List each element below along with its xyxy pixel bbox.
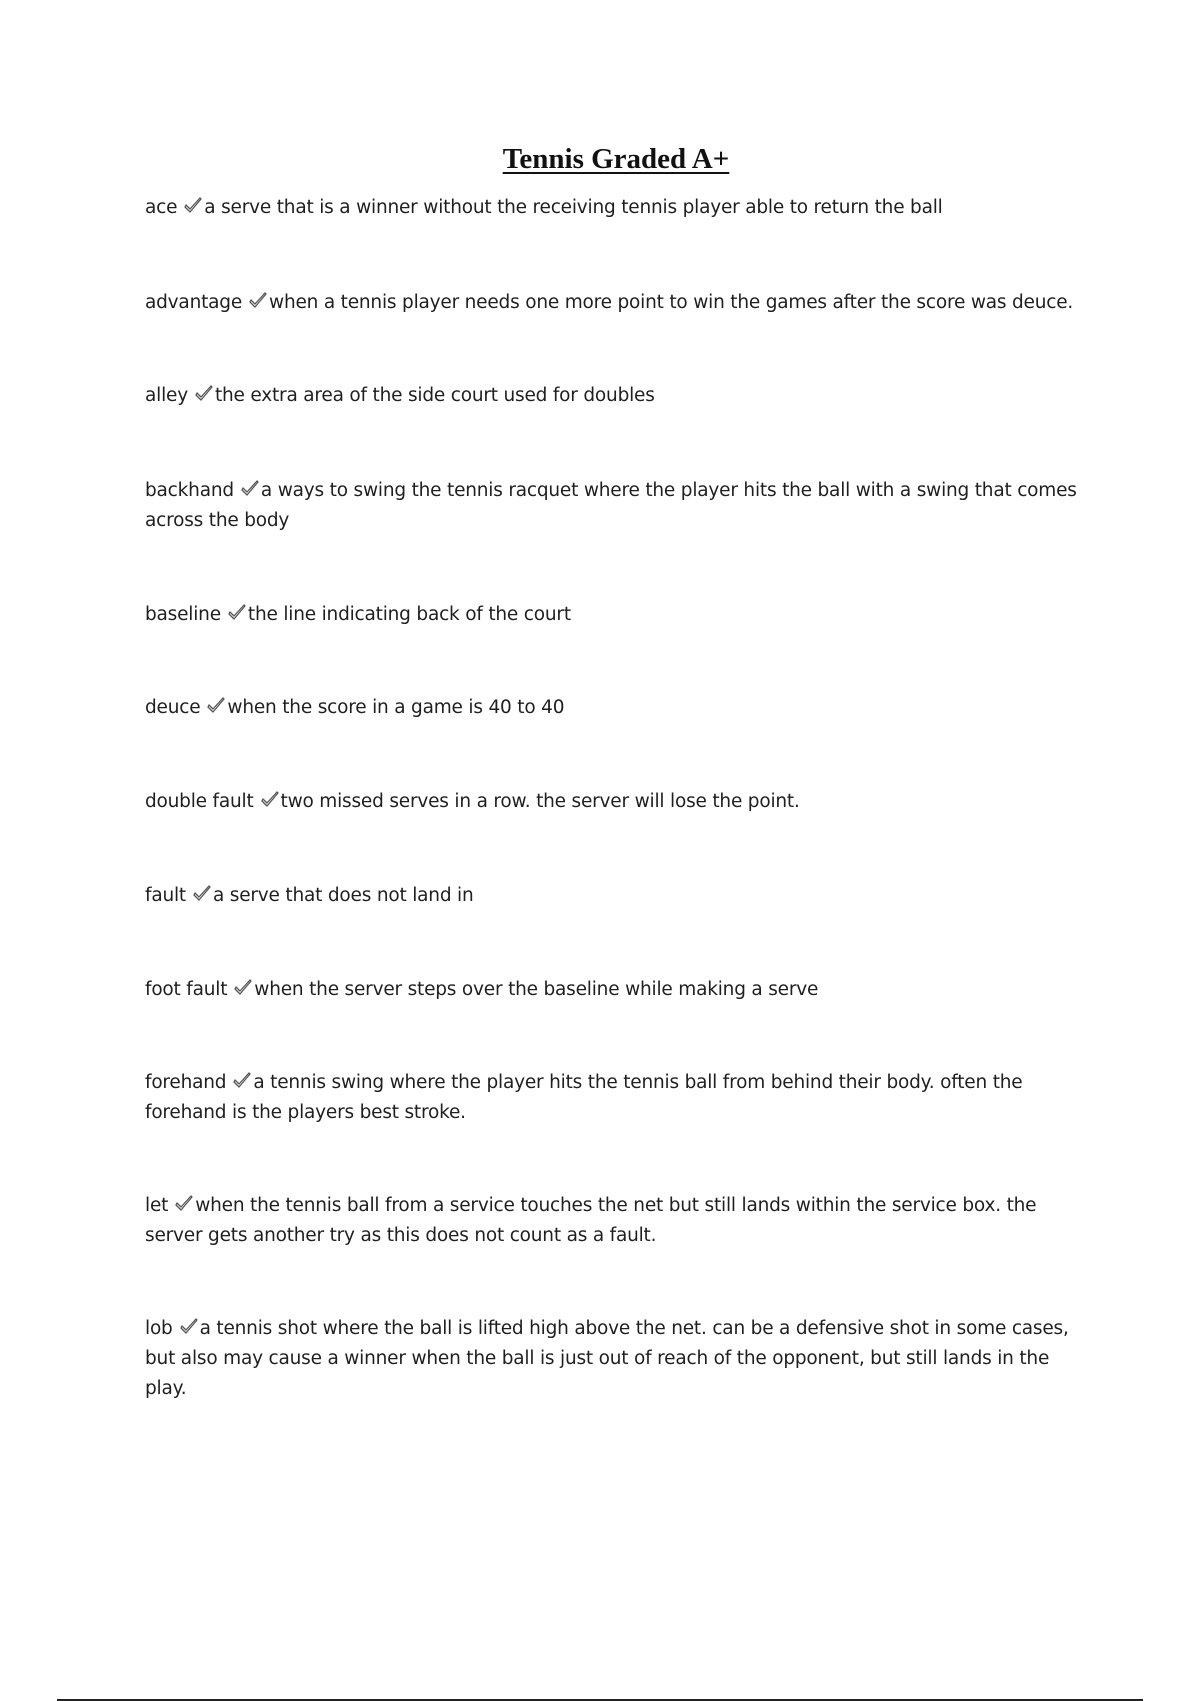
- glossary-term: forehand: [145, 1072, 227, 1093]
- glossary-entry: [145, 787, 1095, 817]
- glossary-entry: [145, 881, 1095, 911]
- glossary-term: foot fault: [145, 979, 228, 1000]
- glossary-definition: when the tennis ball from a service touches the net but still lands within the service box. the server gets another try as this does not count as a fault.: [145, 1195, 1037, 1246]
- check-icon: [248, 292, 268, 310]
- glossary-entry: [145, 476, 1095, 536]
- glossary-term: lob: [145, 1318, 173, 1339]
- glossary-term: backhand: [145, 480, 234, 501]
- glossary-entry: [145, 1068, 1095, 1128]
- glossary-definition: a tennis shot where the ball is lifted high above the net. can be a defensive shot in some cases, but also may cause a winner when the ball is just out of reach of the opponent, but still lands in the play.: [145, 1318, 1069, 1399]
- check-icon: [206, 697, 226, 715]
- glossary-definition: the extra area of the side court used for doubles: [214, 385, 655, 406]
- glossary-entry: [145, 288, 1095, 318]
- glossary-term: fault: [145, 885, 186, 906]
- glossary-entry: [145, 600, 1095, 630]
- check-icon: [183, 197, 203, 215]
- glossary-term: ace: [145, 197, 178, 218]
- glossary-definition: a ways to swing the tennis racquet where the player hits the ball with a swing that comes across the body: [145, 480, 1077, 531]
- glossary-definition: when a tennis player needs one more point to win the games after the score was deuce.: [269, 292, 1074, 313]
- glossary-definition: a serve that is a winner without the receiving tennis player able to return the ball: [204, 197, 943, 218]
- glossary-term: deuce: [145, 697, 201, 718]
- glossary-definition: when the score in a game is 40 to 40: [227, 697, 565, 718]
- glossary-entry: [145, 1314, 1095, 1404]
- glossary-entry: [145, 693, 1095, 723]
- check-icon: [192, 885, 212, 903]
- glossary-definition: two missed serves in a row. the server will lose the point.: [280, 791, 800, 812]
- check-icon: [232, 1072, 252, 1090]
- check-icon: [260, 791, 280, 809]
- check-icon: [233, 979, 253, 997]
- check-icon: [194, 385, 214, 403]
- glossary-entry: [145, 381, 1095, 411]
- glossary-term: let: [145, 1195, 169, 1216]
- check-icon: [174, 1195, 194, 1213]
- glossary-entry: [145, 975, 1095, 1005]
- glossary-definition: when the server steps over the baseline while making a serve: [254, 979, 819, 1000]
- glossary-term: advantage: [145, 292, 243, 313]
- glossary-definition: the line indicating back of the court: [247, 604, 571, 625]
- check-icon: [240, 480, 260, 498]
- glossary-definition: a tennis swing where the player hits the tennis ball from behind their body. often the forehand is the players best stroke.: [145, 1072, 1023, 1123]
- glossary-definition: a serve that does not land in: [212, 885, 474, 906]
- glossary-entry: [145, 1191, 1095, 1251]
- glossary-term: double fault: [145, 791, 254, 812]
- check-icon: [227, 604, 247, 622]
- page-title: Tennis Graded A+: [502, 143, 730, 175]
- check-icon: [179, 1318, 199, 1336]
- glossary-term: alley: [145, 385, 188, 406]
- glossary-entry: [145, 193, 1095, 223]
- glossary-term: baseline: [145, 604, 221, 625]
